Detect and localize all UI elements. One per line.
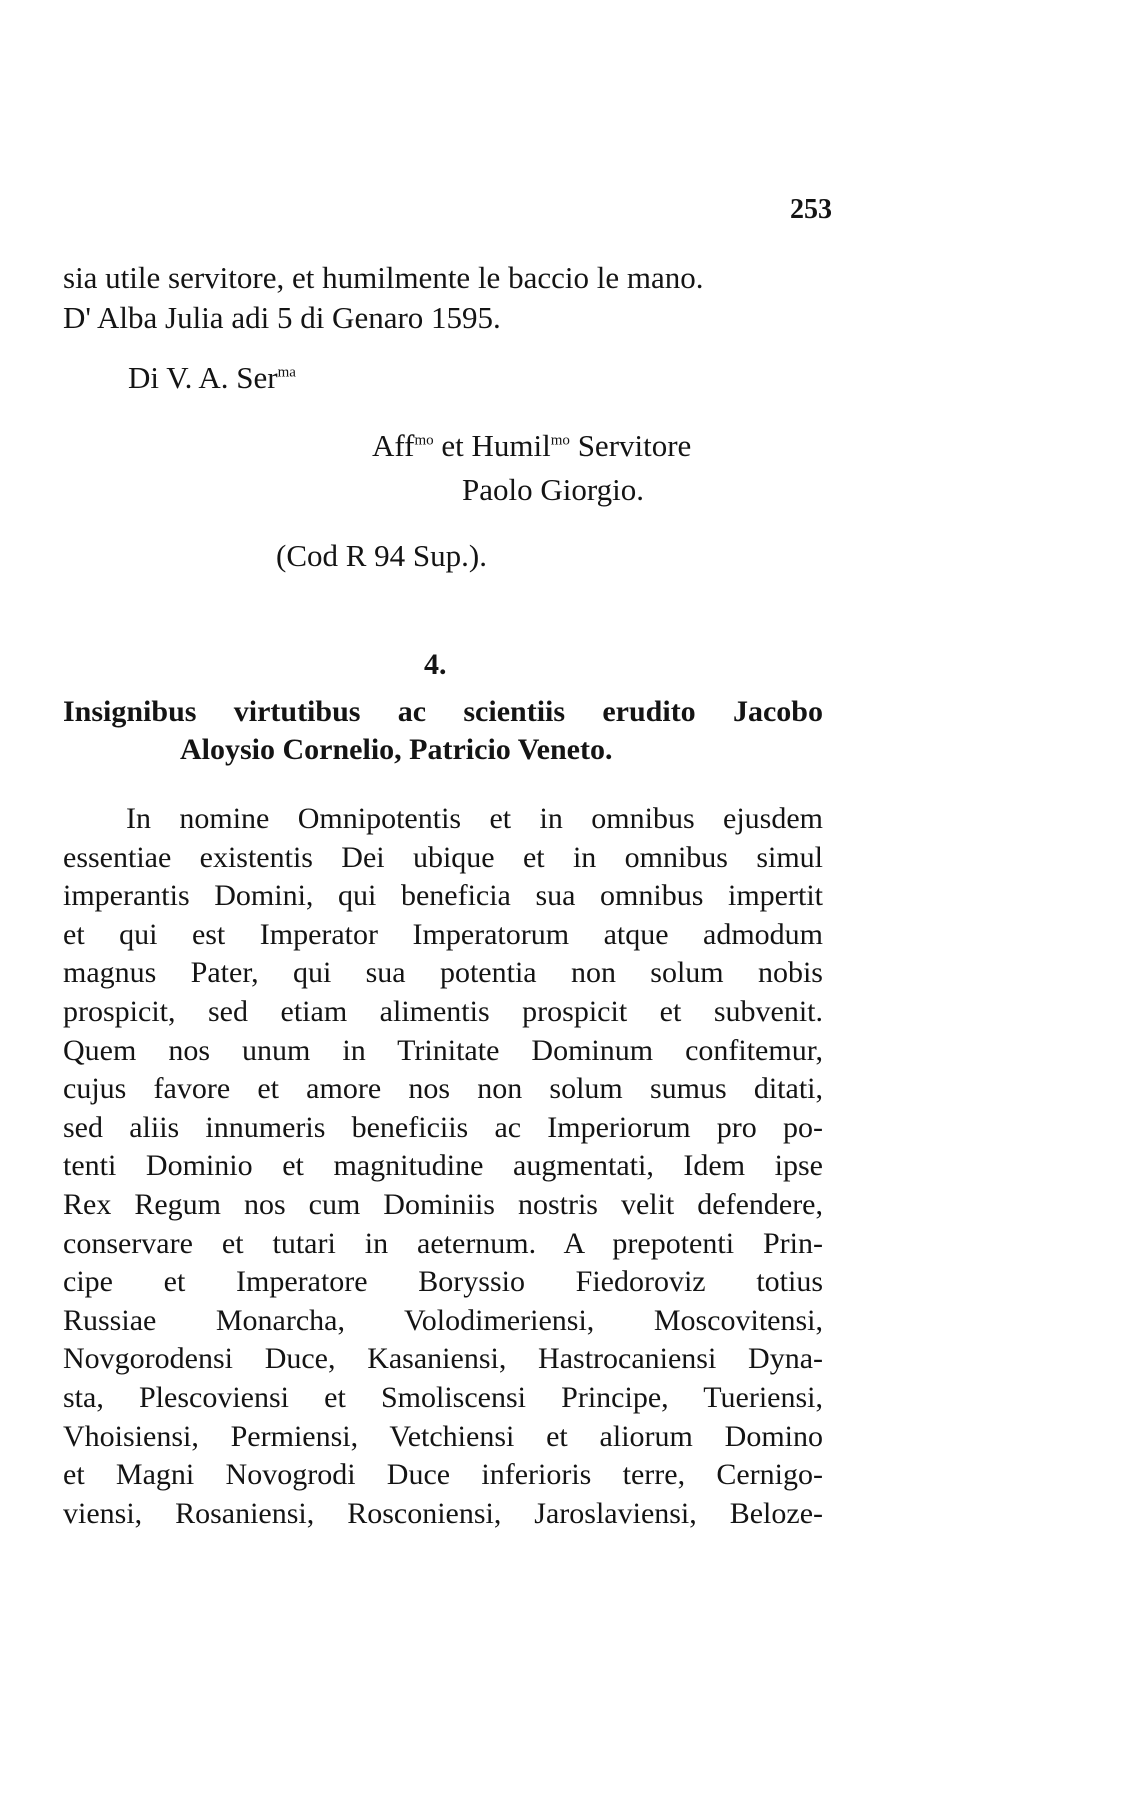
- body-line: cujus favore et amore nos non solum sumus ditati,: [63, 1072, 823, 1106]
- signoff-part-b: et Humil: [433, 428, 551, 463]
- body-line: sed aliis innumeris beneficiis ac Imperiorum pro po-: [63, 1110, 823, 1144]
- address-superscript: ma: [277, 364, 296, 381]
- signoff-sup-a: mo: [414, 432, 434, 449]
- letter-signoff: [372, 428, 691, 464]
- signoff-part-a: Aff: [372, 428, 415, 463]
- body-line: viensi, Rosaniensi, Rosconiensi, Jaroslaviensi, Beloze-: [63, 1496, 823, 1530]
- body-line: Russiae Monarcha, Volodimeriensi, Moscovitensi,: [63, 1303, 823, 1337]
- body-line: conservare et tutari in aeternum. A prepotenti Prin-: [63, 1226, 823, 1260]
- body-line: imperantis Domini, qui beneficia sua omnibus impertit: [63, 879, 823, 913]
- section-heading-line-1: Insignibus virtutibus ac scientiis erudito Jacobo: [63, 695, 823, 728]
- page-number: 253: [790, 194, 832, 225]
- body-line: magnus Pater, qui sua potentia non solum nobis: [63, 956, 823, 990]
- section-heading-line-2: Aloysio Cornelio, Patricio Veneto.: [180, 733, 613, 766]
- body-line: essentiae existentis Dei ubique et in omnibus simul: [63, 840, 823, 874]
- body-line: In nomine Omnipotentis et in omnibus ejusdem: [126, 802, 823, 835]
- body-line: sta, Plescoviensi et Smoliscensi Principe, Tueriensi,: [63, 1381, 823, 1414]
- body-line: Rex Regum nos cum Dominiis nostris velit defendere,: [63, 1188, 823, 1221]
- section-number: 4.: [424, 648, 447, 681]
- body-line: Vhoisiensi, Permiensi, Vetchiensi et aliorum Domino: [63, 1419, 823, 1453]
- body-line: Novgorodensi Duce, Kasaniensi, Hastrocaniensi Dyna-: [63, 1342, 823, 1376]
- letter-date-line: D' Alba Julia adi 5 di Genaro 1595.: [63, 300, 501, 335]
- signoff-sup-b: mo: [550, 432, 570, 449]
- signoff-part-c: Servitore: [569, 428, 692, 463]
- body-line: tenti Dominio et magnitudine augmentati, Idem ipse: [63, 1149, 823, 1183]
- body-line: et Magni Novogrodi Duce inferioris terre, Cernigo-: [63, 1458, 823, 1492]
- body-line: Quem nos unum in Trinitate Dominum confitemur,: [63, 1033, 823, 1067]
- letter-closing-line-1: sia utile servitore, et humilmente le baccio le mano.: [63, 260, 704, 295]
- letter-signature: Paolo Giorgio.: [462, 472, 644, 507]
- address-text: Di V. A. Ser: [128, 360, 278, 395]
- letter-address: [128, 360, 296, 396]
- body-line: et qui est Imperator Imperatorum atque admodum: [63, 917, 823, 951]
- body-line: cipe et Imperatore Boryssio Fiedoroviz totius: [63, 1265, 823, 1299]
- body-line: prospicit, sed etiam alimentis prospicit et subvenit.: [63, 995, 823, 1028]
- source-citation: (Cod R 94 Sup.).: [276, 538, 487, 573]
